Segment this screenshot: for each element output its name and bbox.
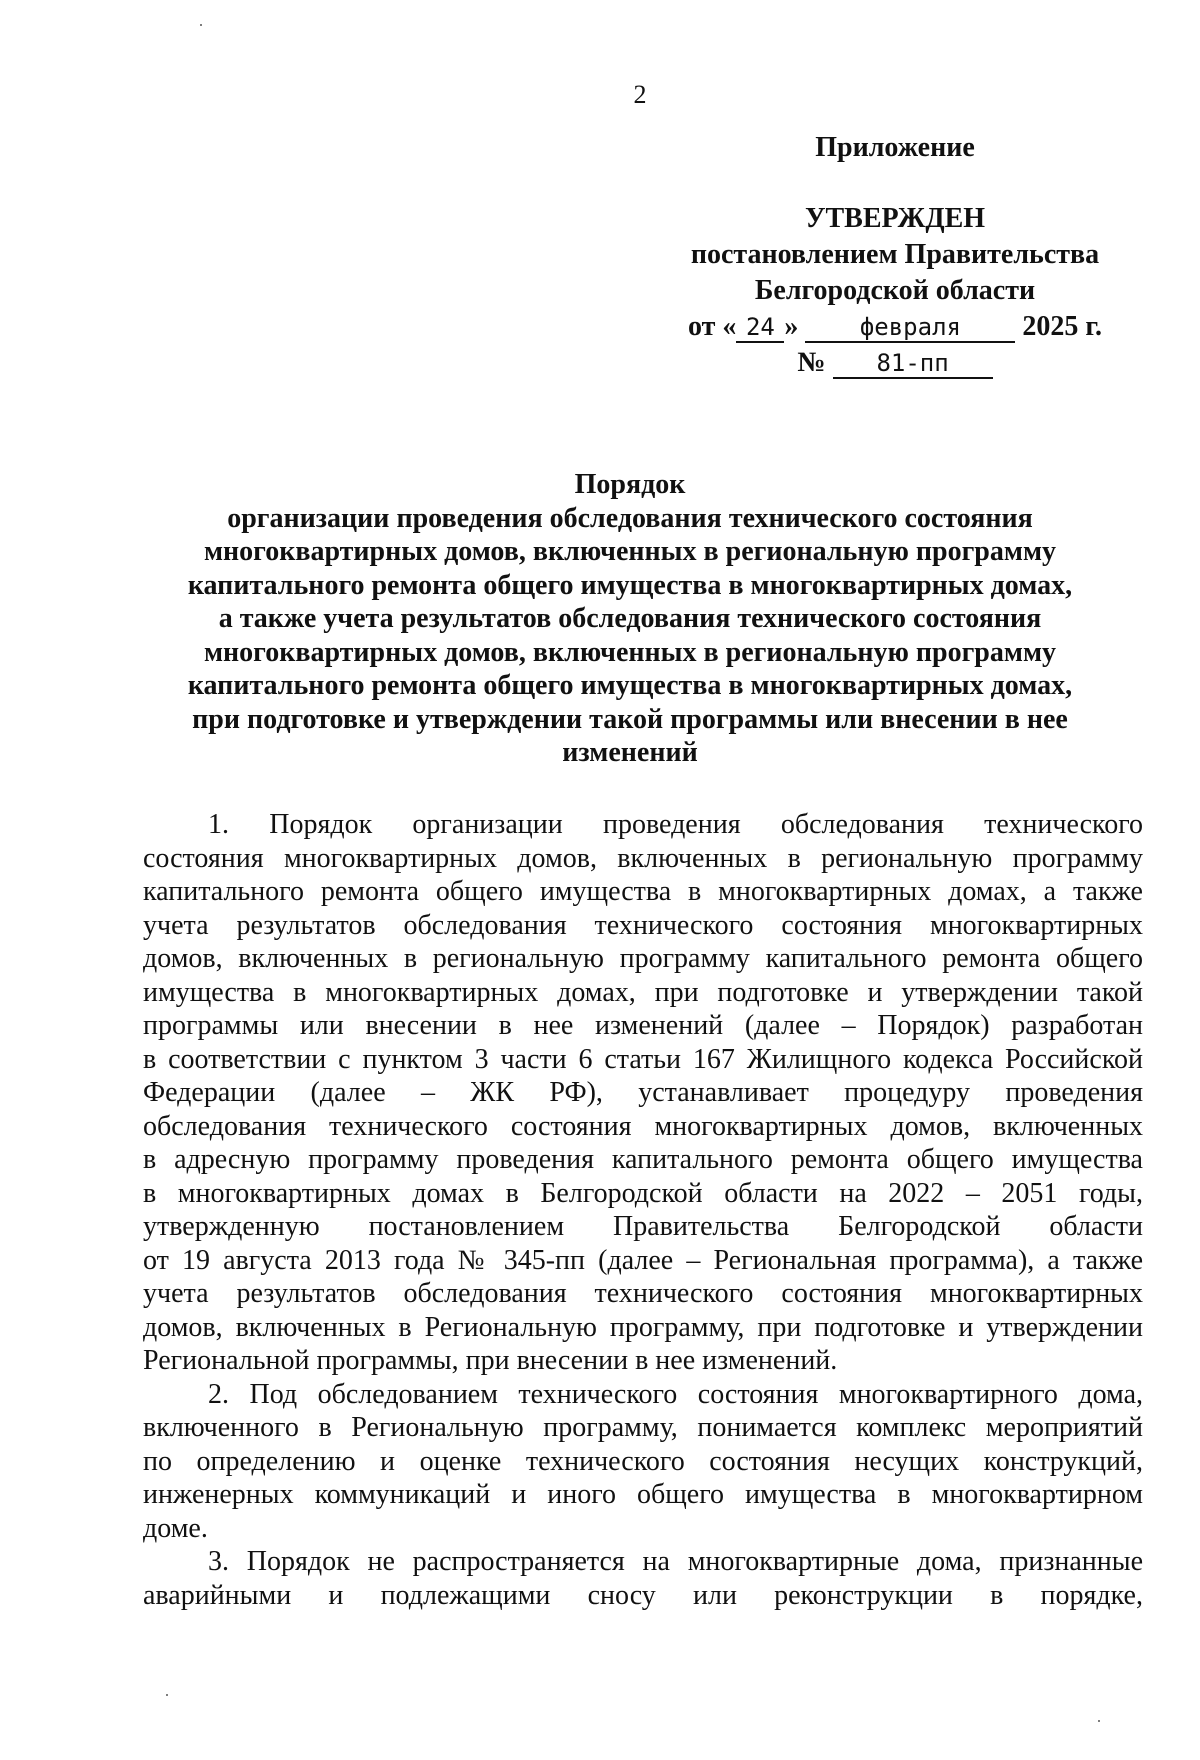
document-number: 81-пп <box>833 349 993 379</box>
page-number: 2 <box>633 80 647 109</box>
date-prefix: от « <box>688 311 737 342</box>
body-text <box>143 808 1143 1612</box>
paragraph-1 <box>143 808 1143 1378</box>
title-line: капитального ремонта общего имущества в многоквартирных домах, <box>187 670 1073 701</box>
scan-speck <box>166 1694 168 1696</box>
date-month: февраля <box>805 313 1015 343</box>
text-line: имущества в многоквартирных домах, при подготовке и утверждении такой <box>143 976 1143 1008</box>
approval-date-line <box>660 309 1130 345</box>
text-line: от 19 августа 2013 года № 345-пп (далее – Региональная программа), а также <box>143 1244 1143 1276</box>
paragraph-3 <box>143 1545 1143 1612</box>
text-line: в многоквартирных домах в Белгородской области на 2022 – 2051 годы, <box>143 1177 1143 1209</box>
text-line: обследования технического состояния многоквартирных домов, включенных <box>143 1110 1143 1142</box>
text-line: учета результатов обследования технического состояния многоквартирных <box>143 1278 1143 1309</box>
text-line: в соответствии с пунктом 3 части 6 статьи 167 Жилищного кодекса Российской <box>143 1043 1143 1075</box>
approved-by-line-2: Белгородской области <box>754 275 1036 306</box>
text-line: по определению и оценке технического состояния несущих конструкций, <box>143 1445 1143 1477</box>
text-line: Региональной программы, при внесении в нее изменений. <box>143 1345 838 1376</box>
text-line: капитального ремонта общего имущества в многоквартирных домах, а также <box>143 876 1143 907</box>
number-prefix: № <box>797 347 826 378</box>
text-line: 3. Порядок не распространяется на многоквартирные дома, признанные <box>208 1546 1143 1577</box>
scan-speck <box>200 24 202 26</box>
approval-stamp <box>660 130 1130 381</box>
approved-label: УТВЕРЖДЕН <box>804 203 986 234</box>
title-line: многоквартирных домов, включенных в региональную программу <box>203 636 1057 668</box>
approval-number-line <box>660 345 1130 381</box>
title-line: при подготовке и утверждении такой программы или внесении в нее <box>192 703 1068 735</box>
text-line: 1. Порядок организации проведения обследования технического <box>208 809 1143 840</box>
text-line: включенного в Региональную программу, понимается комплекс мероприятий <box>143 1412 1143 1443</box>
date-day: 24 <box>736 313 784 343</box>
title-line: капитального ремонта общего имущества в многоквартирных домах, <box>187 569 1073 601</box>
title-line: многоквартирных домов, включенных в региональную программу <box>203 536 1057 567</box>
text-line: инженерных коммуникаций и иного общего имущества в многоквартирном <box>143 1479 1143 1510</box>
text-line: аварийными и подлежащими сносу или реконструкции в порядке, <box>143 1579 1143 1611</box>
text-line: Федерации (далее – ЖК РФ), устанавливает процедуру проведения <box>143 1077 1143 1108</box>
approved-by-line-1: постановлением Правительства <box>690 239 1100 270</box>
title-line: а также учета результатов обследования технического состояния <box>218 603 1042 634</box>
text-line: утвержденную постановлением Правительства Белгородской области <box>143 1211 1143 1242</box>
title-line: изменений <box>562 737 698 768</box>
appendix-label: Приложение <box>815 132 975 163</box>
date-mid: » <box>784 311 799 342</box>
title-heading: Порядок <box>574 469 686 500</box>
date-year: 2025 г. <box>1022 311 1102 342</box>
scan-speck <box>1098 1720 1100 1722</box>
text-line: в адресную программу проведения капитального ремонта общего имущества <box>143 1144 1143 1175</box>
text-line: домов, включенных в региональную программу капитального ремонта общего <box>143 943 1143 974</box>
paragraph-2 <box>143 1378 1143 1546</box>
text-line: 2. Под обследованием технического состояния многоквартирного дома, <box>208 1378 1143 1410</box>
text-line: программы или внесении в нее изменений (далее – Порядок) разработан <box>143 1010 1143 1041</box>
text-line: состояния многоквартирных домов, включенных в региональную программу <box>143 842 1143 874</box>
text-line: доме. <box>143 1512 208 1544</box>
text-line: домов, включенных в Региональную программу, при подготовке и утверждении <box>143 1311 1143 1343</box>
text-line: учета результатов обследования технического состояния многоквартирных <box>143 909 1143 941</box>
document-title <box>130 468 1130 770</box>
title-line: организации проведения обследования технического состояния <box>227 502 1033 534</box>
